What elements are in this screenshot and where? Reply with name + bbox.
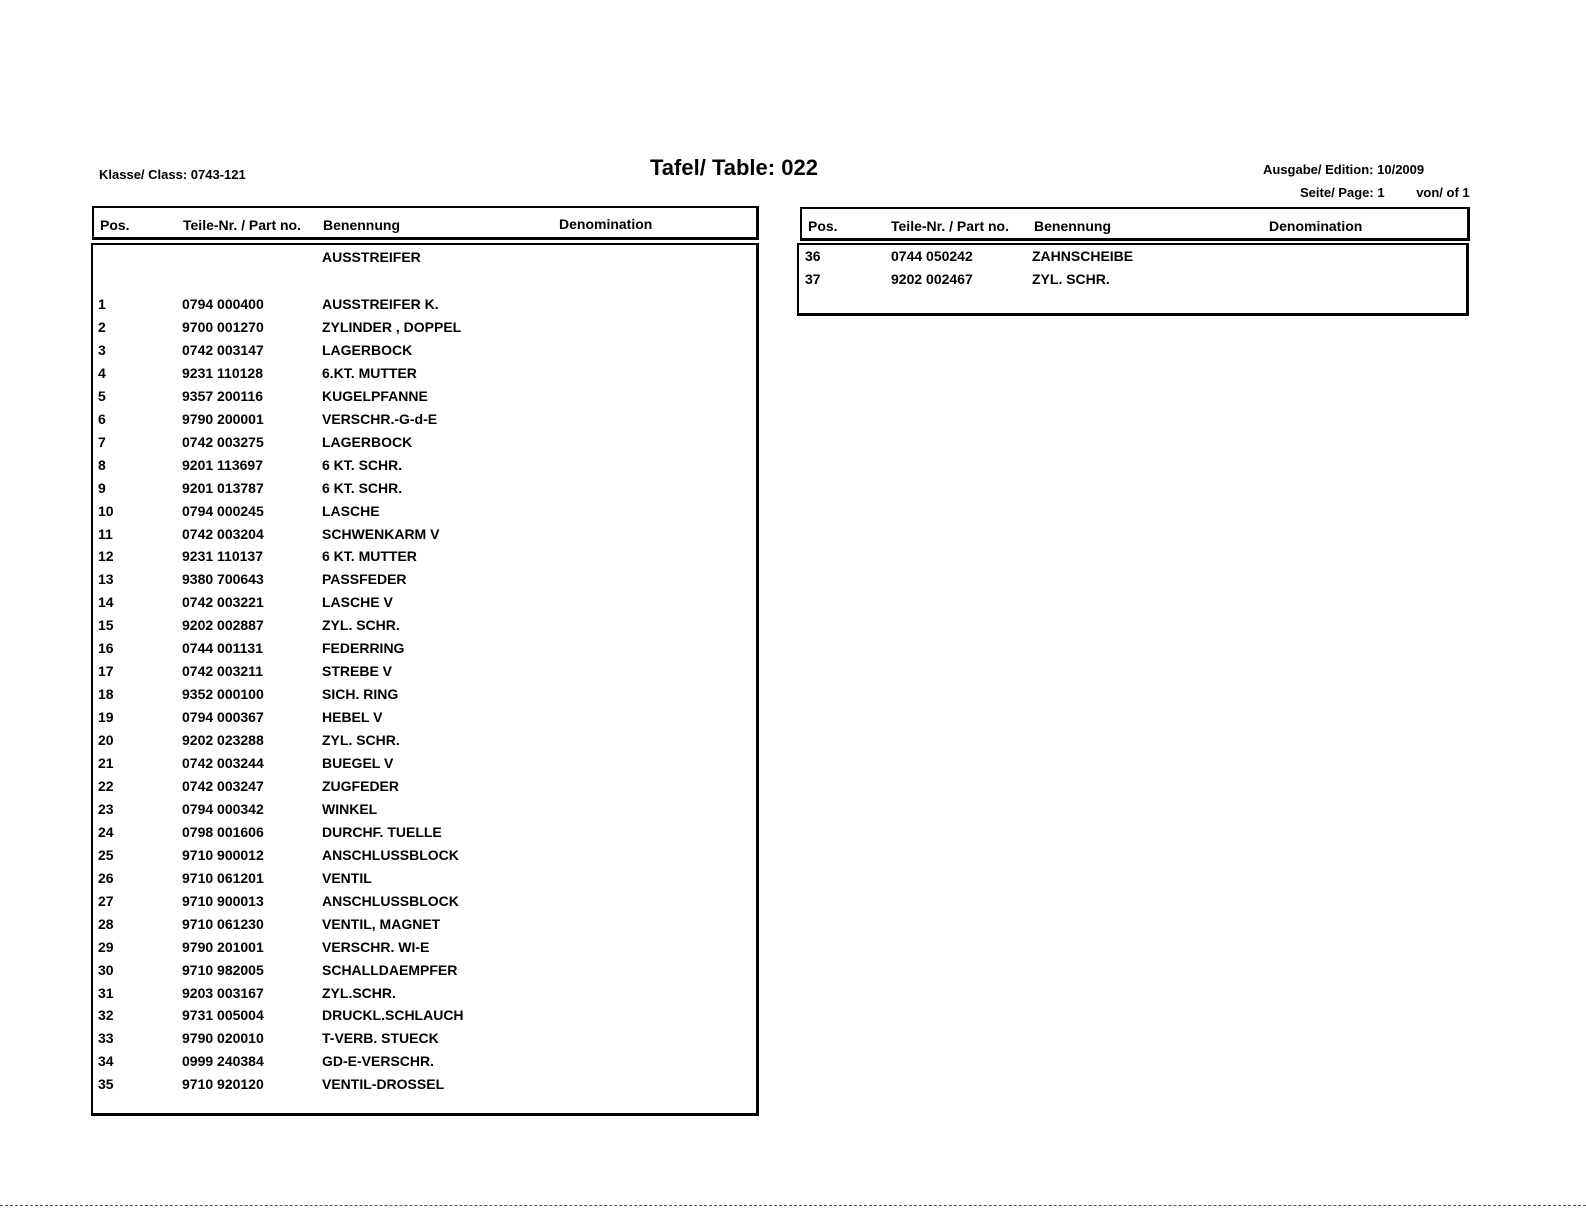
benennung-cell: LAGERBOCK <box>322 433 413 450</box>
pos-cell: 11 <box>98 525 113 542</box>
part-number-cell: 0798 001606 <box>182 823 264 840</box>
part-number-cell: 9710 920120 <box>182 1076 264 1093</box>
table-row <box>93 870 756 893</box>
pos-cell: 30 <box>98 961 114 978</box>
pos-cell: 31 <box>98 984 114 1001</box>
table-row <box>93 847 756 870</box>
left-table-body <box>91 243 759 1116</box>
benennung-cell: VERSCHR.-G-d-E <box>322 410 438 427</box>
table-row <box>93 503 756 526</box>
benennung-cell: ZUGFEDER <box>322 777 399 794</box>
table-row <box>93 1007 756 1030</box>
benennung-cell: WINKEL <box>322 800 378 817</box>
pos-cell: 1 <box>98 296 106 312</box>
benennung-cell: VENTIL, MAGNET <box>322 915 441 932</box>
part-number-cell: 9231 110137 <box>182 548 263 565</box>
benennung-cell: 6.KT. MUTTER <box>322 364 417 381</box>
pos-cell: 24 <box>98 823 114 840</box>
pos-cell: 2 <box>98 318 106 335</box>
pos-cell: 5 <box>98 387 106 404</box>
benennung-cell: FEDERRING <box>322 640 405 657</box>
class-line <box>99 167 246 182</box>
part-number-cell: 0742 003221 <box>182 594 264 611</box>
pos-cell: 10 <box>98 502 114 519</box>
table-row <box>799 248 1466 271</box>
pos-cell: 20 <box>98 732 114 749</box>
table-row <box>93 640 756 663</box>
part-number-cell: 9790 020010 <box>182 1030 264 1047</box>
table-row <box>93 709 756 732</box>
part-number-cell: 9700 001270 <box>182 318 264 335</box>
table-row <box>93 824 756 847</box>
table-row <box>93 434 756 457</box>
part-number-cell: 0794 000400 <box>182 296 264 312</box>
pos-cell: 14 <box>98 594 114 611</box>
benennung-cell: 6 KT. SCHR. <box>322 456 403 473</box>
pos-cell: 37 <box>805 271 821 287</box>
benennung-cell: BUEGEL V <box>322 755 394 771</box>
pos-cell: 28 <box>98 915 114 932</box>
part-number-cell: 9202 023288 <box>182 732 264 749</box>
left-table-header <box>92 206 759 240</box>
group-heading: AUSSTREIFER <box>322 249 421 265</box>
benennung-cell: SCHWENKARM V <box>322 525 440 542</box>
column-benennung: Benennung <box>323 217 400 233</box>
edition-value: 10/2009 <box>1377 162 1425 177</box>
part-number-cell: 0742 003147 <box>182 341 264 358</box>
pos-cell: 33 <box>98 1030 114 1047</box>
table-row <box>93 1053 756 1076</box>
column-part-no: Teile-Nr. / Part no. <box>183 217 301 233</box>
benennung-cell: VERSCHR. WI-E <box>322 938 430 955</box>
part-number-cell: 9710 900012 <box>182 846 264 863</box>
part-number-cell: 9231 110128 <box>182 364 263 381</box>
part-number-cell: 9357 200116 <box>182 387 263 404</box>
table-row <box>93 388 756 411</box>
page-label: Seite/ Page: <box>1300 185 1374 200</box>
part-number-cell: 0744 050242 <box>891 248 973 264</box>
table-row <box>93 1030 756 1053</box>
benennung-cell: HEBEL V <box>322 709 383 726</box>
benennung-cell: VENTIL <box>322 869 372 886</box>
benennung-cell: ZAHNSCHEIBE <box>1032 248 1134 264</box>
benennung-cell: LASCHE <box>322 502 380 519</box>
page-line <box>1300 185 1470 200</box>
benennung-cell: LAGERBOCK <box>322 341 413 358</box>
column-denomination: Denomination <box>559 216 653 232</box>
pos-cell: 25 <box>98 846 114 863</box>
part-number-cell: 0794 000367 <box>182 709 264 726</box>
table-row <box>93 732 756 755</box>
benennung-cell: KUGELPFANNE <box>322 387 428 404</box>
title-label: Tafel/ Table: <box>650 155 776 180</box>
benennung-cell: ZYL.SCHR. <box>322 984 396 1001</box>
pos-cell: 34 <box>98 1053 114 1070</box>
part-number-cell: 9203 003167 <box>182 984 264 1001</box>
benennung-cell: PASSFEDER <box>322 571 407 588</box>
table-row <box>93 916 756 939</box>
part-number-cell: 0742 003204 <box>182 525 264 542</box>
pos-cell: 27 <box>98 892 114 909</box>
part-number-cell: 0794 000342 <box>182 800 264 817</box>
table-row <box>93 365 756 388</box>
class-value: 0743-121 <box>190 167 246 182</box>
benennung-cell: STREBE V <box>322 663 393 680</box>
pos-cell: 21 <box>98 755 114 771</box>
column-part-no: Teile-Nr. / Part no. <box>891 218 1009 234</box>
pos-cell: 12 <box>98 548 114 565</box>
table-row <box>93 342 756 365</box>
table-row <box>93 617 756 640</box>
pos-cell: 22 <box>98 777 114 794</box>
benennung-cell: DURCHF. TUELLE <box>322 823 442 840</box>
benennung-cell: T-VERB. STUECK <box>322 1030 439 1047</box>
benennung-cell: ANSCHLUSSBLOCK <box>322 846 459 863</box>
table-row <box>93 548 756 571</box>
benennung-cell: 6 KT. SCHR. <box>322 479 403 496</box>
of-value: 1 <box>1462 185 1470 200</box>
table-row <box>93 296 756 319</box>
part-number-cell: 9201 013787 <box>182 479 264 496</box>
table-row <box>799 271 1466 294</box>
benennung-cell: SICH. RING <box>322 686 399 703</box>
part-number-cell: 0742 003211 <box>182 663 263 680</box>
benennung-cell: DRUCKL.SCHLAUCH <box>322 1007 464 1024</box>
pos-cell: 7 <box>98 433 106 450</box>
table-row <box>93 571 756 594</box>
table-row <box>93 457 756 480</box>
pos-cell: 17 <box>98 663 114 680</box>
part-number-cell: 9710 061230 <box>182 915 264 932</box>
benennung-cell: ZYL. SCHR. <box>322 617 400 634</box>
benennung-cell: AUSSTREIFER K. <box>322 296 439 312</box>
pos-cell: 36 <box>805 248 821 264</box>
edition-line <box>1263 162 1424 177</box>
table-row <box>93 526 756 549</box>
table-row <box>93 1076 756 1099</box>
pos-cell: 29 <box>98 938 114 955</box>
part-number-cell: 9710 900013 <box>182 892 264 909</box>
table-row <box>93 801 756 824</box>
part-number-cell: 0794 000245 <box>182 502 264 519</box>
page-value: 1 <box>1377 185 1385 200</box>
part-number-cell: 9352 000100 <box>182 686 264 703</box>
table-row <box>93 893 756 916</box>
table-row <box>93 962 756 985</box>
part-number-cell: 9790 201001 <box>182 938 264 955</box>
part-number-cell: 9710 061201 <box>182 869 264 886</box>
part-number-cell: 0742 003247 <box>182 777 264 794</box>
table-row <box>93 663 756 686</box>
pos-cell: 23 <box>98 800 114 817</box>
table-row <box>93 939 756 962</box>
benennung-cell: ZYL. SCHR. <box>1032 271 1110 287</box>
title-value: 022 <box>781 155 818 180</box>
part-number-cell: 9202 002887 <box>182 617 264 634</box>
benennung-cell: ZYLINDER , DOPPEL <box>322 318 462 335</box>
benennung-cell: SCHALLDAEMPFER <box>322 961 458 978</box>
pos-cell: 9 <box>98 479 106 496</box>
column-denomination: Denomination <box>1269 218 1363 234</box>
pos-cell: 18 <box>98 686 114 703</box>
pos-cell: 19 <box>98 709 114 726</box>
part-number-cell: 9710 982005 <box>182 961 264 978</box>
part-number-cell: 9380 700643 <box>182 571 264 588</box>
part-number-cell: 9790 200001 <box>182 410 264 427</box>
column-pos: Pos. <box>100 217 130 233</box>
page-title <box>650 155 818 181</box>
part-number-cell: 9202 002467 <box>891 271 973 287</box>
pos-cell: 8 <box>98 456 106 473</box>
table-row <box>93 411 756 434</box>
benennung-cell: ANSCHLUSSBLOCK <box>322 892 459 909</box>
table-row <box>93 594 756 617</box>
benennung-cell: VENTIL-DROSSEL <box>322 1076 445 1093</box>
table-row <box>93 480 756 503</box>
pos-cell: 15 <box>98 617 114 634</box>
benennung-cell: ZYL. SCHR. <box>322 732 400 749</box>
pos-cell: 3 <box>98 341 106 358</box>
edition-label: Ausgabe/ Edition: <box>1263 162 1374 177</box>
part-number-cell: 0744 001131 <box>182 640 263 657</box>
pos-cell: 35 <box>98 1076 114 1093</box>
pos-cell: 26 <box>98 869 114 886</box>
page-bottom-rule <box>0 1205 1586 1206</box>
benennung-cell: LASCHE V <box>322 594 393 611</box>
pos-cell: 13 <box>98 571 114 588</box>
right-table-body <box>797 243 1469 316</box>
column-benennung: Benennung <box>1034 218 1111 234</box>
right-table-header <box>800 207 1470 241</box>
class-label: Klasse/ Class: <box>99 167 188 182</box>
column-pos: Pos. <box>808 218 838 234</box>
benennung-cell: 6 KT. MUTTER <box>322 548 417 565</box>
table-row <box>93 778 756 801</box>
part-number-cell: 0742 003275 <box>182 433 264 450</box>
pos-cell: 4 <box>98 364 106 381</box>
part-number-cell: 0999 240384 <box>182 1053 264 1070</box>
table-row <box>93 755 756 778</box>
benennung-cell: GD-E-VERSCHR. <box>322 1053 435 1070</box>
table-row <box>93 686 756 709</box>
table-row <box>93 985 756 1008</box>
table-row <box>93 319 756 342</box>
part-number-cell: 9731 005004 <box>182 1007 264 1024</box>
pos-cell: 32 <box>98 1007 114 1024</box>
of-label: von/ of <box>1416 185 1459 200</box>
part-number-cell: 0742 003244 <box>182 755 264 771</box>
pos-cell: 6 <box>98 410 106 427</box>
pos-cell: 16 <box>98 640 114 657</box>
part-number-cell: 9201 113697 <box>182 456 263 473</box>
